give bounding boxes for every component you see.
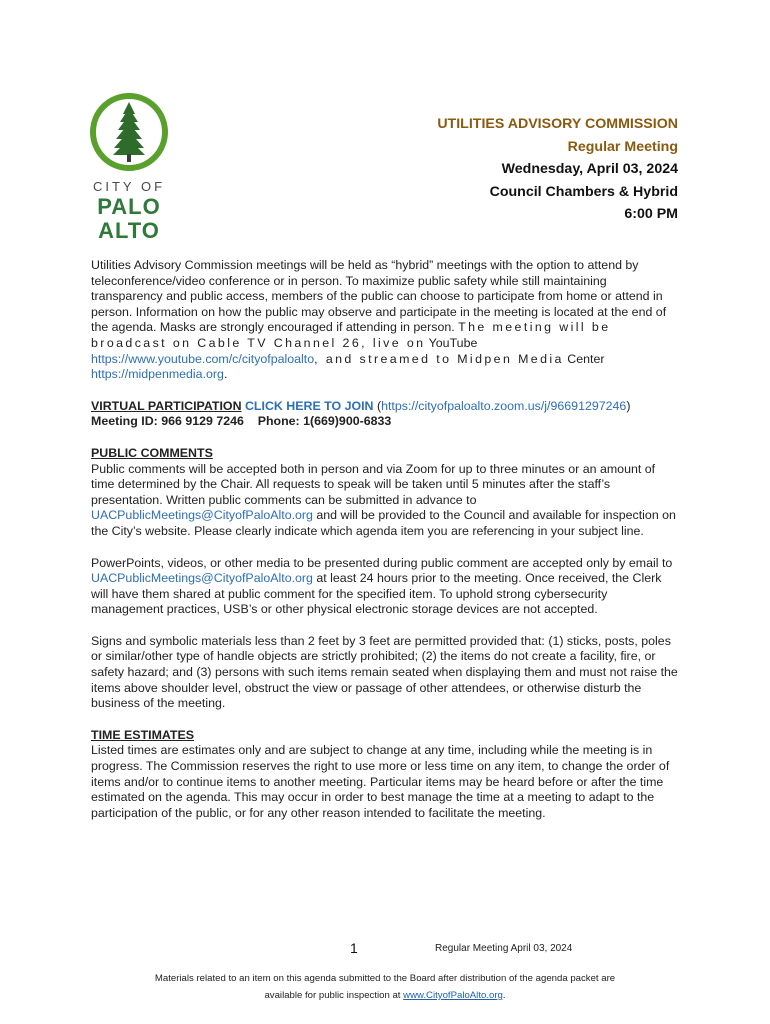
footer-note-line-2 (0, 987, 770, 1004)
signs-paragraph: Signs and symbolic materials less than 2 feet by 3 feet are permitted provided that: (1) sticks, posts, poles or similar/other type of handle objects are strictly prohibited; (2) the items do not create a facility, fire, or safety hazard; and (3) persons with such items remain seated when displaying them and must not raise the items above shoulder level, obstruct the view or passage of other attendees, or otherwise disturb the business of the meeting. (91, 633, 678, 711)
intro-text: Utilities Advisory Commission meetings will be held as “hybrid” meetings with the option to attend by teleconference/video conference or in person. To maximize public safety while still maintaining transparency and public access, members of the public can choose to participate from home or attend in person. Information on how the public may observe and participate in the meeting is located at the end of the agenda. Masks are strongly encouraged if attending in person. (91, 258, 667, 335)
virtual-participation (91, 399, 679, 430)
public-comments-heading: PUBLIC COMMENTS (91, 445, 213, 460)
meeting-type: Regular Meeting (567, 138, 678, 155)
virtual-heading: VIRTUAL PARTICIPATION (91, 398, 242, 413)
meeting-time: 6:00 PM (624, 206, 678, 222)
footer-meeting-label: Regular Meeting April 03, 2024 (435, 943, 573, 954)
time-estimates-text: Listed times are estimates only and are subject to change at any time, including while the meeting is in progress. The Commission reserves the right to use more or less time on any item, to change the order of items and/or to continue items to another meeting. Particular items may be heard before or after the time estimated on the agenda. This may occur in order to best manage the time at a meeting to adapt to the participation of the public, or for any other reason intended to facilitate the meeting. (91, 743, 670, 820)
public-comments-text-2: and will be provided to the Council and available for inspection on the City’s website. Please clearly indicate which agenda item you are referencing in your subject line. (91, 508, 676, 538)
public-comments-text: Public comments will be accepted both in person and via Zoom for up to three minutes or an amount of time determined by the Chair. All requests to speak will be taken until 5 minutes after the staff’s presentation. Written public comments can be submitted in advance to (91, 461, 656, 507)
join-link[interactable]: CLICK HERE TO JOIN (244, 398, 374, 413)
meeting-header (298, 113, 678, 226)
midpen-link[interactable]: https://midpenmedia.org (91, 367, 224, 382)
logo-alto: ALTO (98, 218, 160, 243)
youtube-link[interactable]: https://www.youtube.com/c/cityofpaloalto (91, 351, 315, 366)
footer-note (0, 970, 770, 1004)
meeting-location: Council Chambers & Hybrid (489, 183, 678, 200)
streamed-text: , and streamed to Midpen Media (314, 351, 564, 366)
logo-palo: PALO (97, 194, 161, 219)
youtube-prefix: YouTube (428, 335, 478, 350)
powerpoints-paragraph (91, 556, 679, 618)
time-estimates (91, 728, 679, 822)
logo-city-of: CITY OF (92, 179, 166, 194)
zoom-open: ( (373, 398, 382, 413)
public-comments (91, 446, 679, 540)
zoom-link[interactable]: https://cityofpaloalto.zoom.us/j/96691297246 (381, 398, 627, 413)
zoom-close: ) (626, 398, 631, 413)
powerpoints-email-link[interactable]: UACPublicMeetings@CityofPaloAlto.org (91, 571, 313, 586)
comments-email-link[interactable]: UACPublicMeetings@CityofPaloAlto.org (91, 508, 313, 523)
footer-website-link[interactable]: www.CityofPaloAlto.org (403, 990, 503, 1001)
footer-note-suffix: . (502, 990, 506, 1001)
footer-note-line-1: Materials related to an item on this agenda submitted to the Board after distribution of the agenda packet are (154, 973, 616, 984)
center-prefix: Center (567, 351, 605, 366)
time-estimates-heading: TIME ESTIMATES (91, 727, 195, 742)
commission-title: UTILITIES ADVISORY COMMISSION (437, 116, 678, 132)
meeting-id: Meeting ID: 966 9129 7246 (91, 414, 244, 429)
powerpoints-text: PowerPoints, videos, or other media to be presented during public comment are accepted only by email to (91, 555, 673, 570)
intro-paragraph (91, 258, 679, 383)
powerpoints-text-2: at least 24 hours prior to the meeting. Once received, the Clerk will have them shared at public comment for the specified item. To uphold strong cybersecurity management practices, USB’s or other physical electronic storage devices are not accepted. (91, 571, 662, 617)
page-number: 1 (350, 940, 358, 956)
broadcast-text: The meeting will be broadcast on Cable TV Channel 26, live on (91, 320, 611, 350)
meeting-phone: Phone: 1(669)900-6833 (257, 414, 392, 429)
intro-period: . (223, 367, 228, 382)
agenda-body (91, 258, 679, 821)
meeting-date: Wednesday, April 03, 2024 (501, 161, 678, 177)
footer-note-prefix: available for public inspection at (264, 990, 404, 1001)
tree-logo-icon (89, 92, 169, 172)
